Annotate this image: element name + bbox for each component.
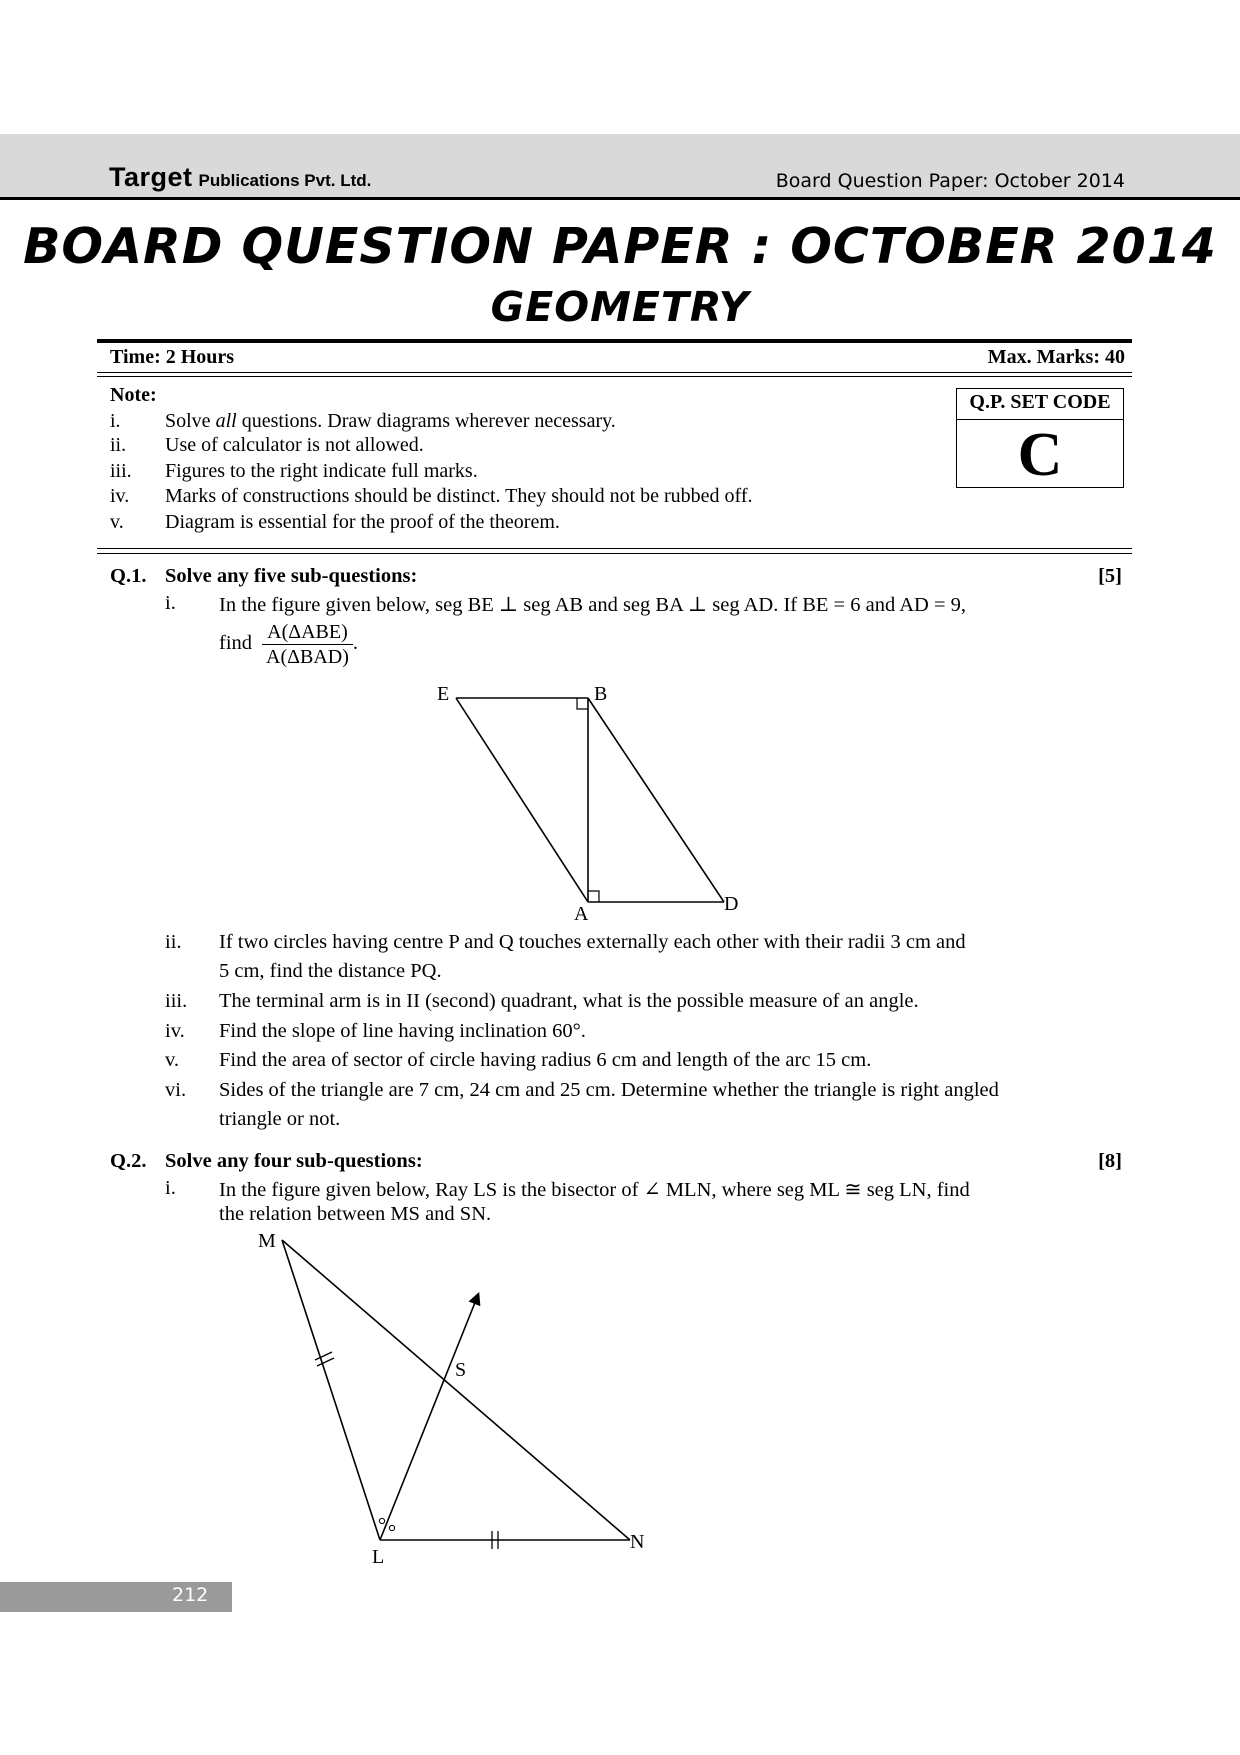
brand-subtitle: Publications Pvt. Ltd.	[198, 171, 372, 190]
subject-title: GEOMETRY	[490, 283, 750, 331]
note-text: Marks of constructions should be distinct. They should not be rubbed off.	[165, 485, 753, 507]
set-code-box	[956, 388, 1124, 488]
sub-question-text: 5 cm, find the distance PQ.	[219, 960, 442, 982]
segment-ml	[282, 1240, 380, 1540]
note-num: iii.	[110, 460, 132, 482]
angle-mark	[389, 1525, 394, 1530]
question-number: Q.1.	[110, 565, 147, 587]
sub-question-text: triangle or not.	[219, 1108, 341, 1130]
note-num: ii.	[110, 434, 127, 456]
question-marks: [8]	[1098, 1150, 1122, 1172]
question-title: Solve any four sub-questions:	[165, 1150, 423, 1172]
title-rule	[97, 339, 1132, 343]
sub-question-num: ii.	[165, 931, 182, 953]
figure-mln	[240, 1225, 660, 1570]
note-text: Use of calculator is not allowed.	[165, 434, 424, 456]
sub-question-num: i.	[165, 1177, 176, 1199]
label-b: B	[594, 683, 608, 705]
segment-mn	[282, 1240, 630, 1540]
label-d: D	[724, 893, 739, 915]
sub-question-num: iv.	[165, 1020, 185, 1042]
fraction-line: find $\frac{\text{A(ΔABE)}}{\text{A(ΔBAD)}}$ .	[219, 621, 359, 668]
segment-ea	[456, 698, 588, 902]
label-e: E	[437, 683, 450, 705]
sub-question-text: If two circles having centre P and Q touches externally each other with their radii 3 cm and	[219, 931, 966, 953]
sub-question-text: Find the area of sector of circle having radius 6 cm and length of the arc 15 cm.	[219, 1049, 872, 1071]
notes-rule-1	[97, 548, 1132, 549]
find-label: find	[219, 632, 253, 655]
label-l: L	[372, 1546, 385, 1568]
sub-question-text: Sides of the triangle are 7 cm, 24 cm and 25 cm. Determine whether the triangle is right angled	[219, 1079, 999, 1101]
set-code-value: C	[1017, 421, 1063, 489]
set-code-divider	[957, 419, 1123, 420]
page-number: 212	[172, 1584, 209, 1606]
note-num: iv.	[110, 485, 130, 507]
right-angle-mark-a	[588, 891, 599, 902]
note-num: i.	[110, 410, 121, 432]
figure-ebad	[420, 680, 750, 930]
fraction-denominator: A(ΔBAD)	[266, 646, 349, 668]
note-text: Solve all questions. Draw diagrams wherever necessary.	[165, 410, 616, 432]
sub-question-num: iii.	[165, 990, 188, 1012]
sub-question-num: v.	[165, 1049, 180, 1071]
publisher-brand	[109, 162, 371, 193]
note-text: Diagram is essential for the proof of the theorem.	[165, 511, 560, 533]
time-label: Time: 2 Hours	[110, 346, 235, 368]
segment-bd	[588, 698, 724, 902]
label-a: A	[574, 903, 589, 925]
page-title: BOARD QUESTION PAPER : OCTOBER 2014	[23, 218, 1217, 275]
sub-question-text: Find the slope of line having inclination 60°.	[219, 1020, 586, 1042]
label-n: N	[630, 1531, 645, 1553]
question-marks: [5]	[1098, 565, 1122, 587]
set-code-label: Q.P. SET CODE	[969, 391, 1111, 413]
label-s: S	[455, 1359, 467, 1381]
brand-name: Target	[109, 162, 193, 192]
note-label: Note:	[110, 384, 157, 406]
tick-mark-ml	[315, 1352, 332, 1360]
question-title: Solve any five sub-questions:	[165, 565, 418, 587]
note-num: v.	[110, 511, 124, 533]
sub-question-text: In the figure given below, seg BE ⊥ seg AB and seg BA ⊥ seg AD. If BE = 6 and AD = 9,	[219, 594, 967, 616]
question-number: Q.2.	[110, 1150, 147, 1172]
fraction-numerator: A(ΔABE)	[262, 620, 353, 645]
time-rule-1	[97, 372, 1132, 373]
time-rule-2	[97, 376, 1132, 377]
notes-rule-2	[97, 553, 1132, 554]
running-head: Board Question Paper: October 2014	[775, 170, 1125, 192]
max-marks-label: Max. Marks: 40	[987, 346, 1125, 368]
note-text: Figures to the right indicate full marks.	[165, 460, 478, 482]
sub-question-text: In the figure given below, Ray LS is the bisector of ∠ MLN, where seg ML ≅ seg LN, find	[219, 1179, 970, 1201]
tick-mark-ml	[317, 1358, 334, 1366]
sub-question-num: vi.	[165, 1079, 187, 1101]
header-rule	[0, 197, 1240, 200]
label-m: M	[258, 1230, 276, 1252]
angle-mark	[379, 1518, 384, 1523]
right-angle-mark-b	[577, 698, 588, 709]
ray-ls	[380, 1295, 478, 1540]
area-ratio-fraction	[262, 620, 353, 669]
sub-question-text: The terminal arm is in II (second) quadrant, what is the possible measure of an angle.	[219, 990, 919, 1012]
sub-question-text: the relation between MS and SN.	[219, 1203, 492, 1225]
sub-question-num: i.	[165, 592, 176, 614]
